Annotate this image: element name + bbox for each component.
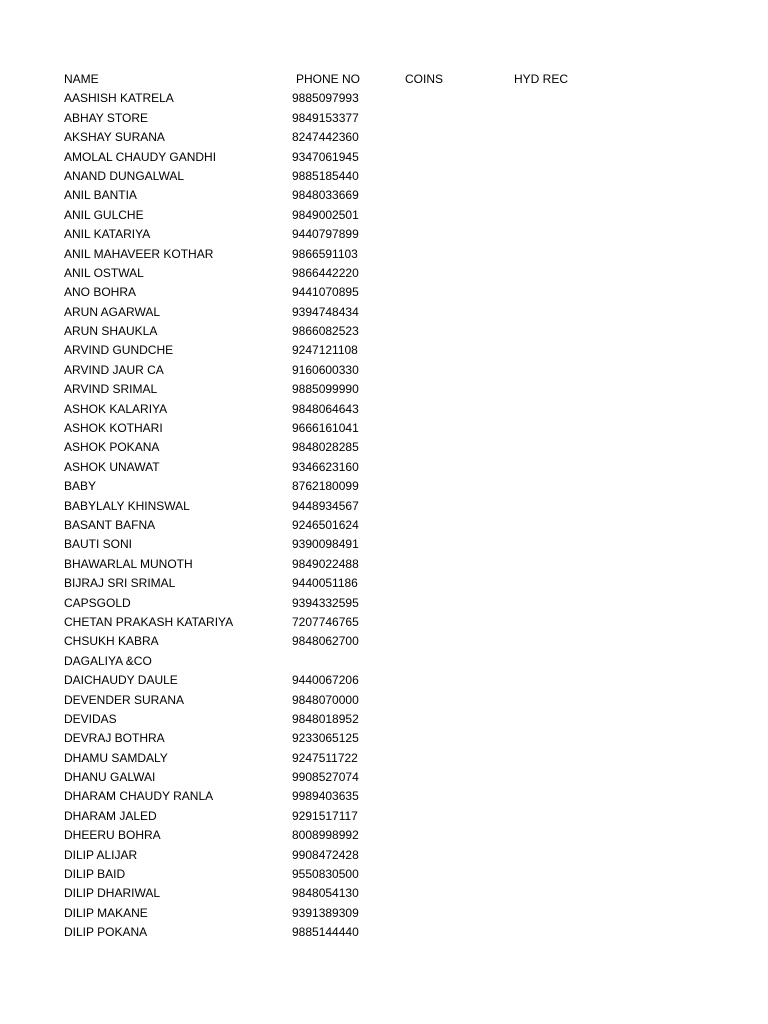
row-name: ARUN SHAUKLA bbox=[64, 324, 158, 339]
row-name: DHARAM JALED bbox=[64, 808, 157, 823]
row-phone: 9247121108 bbox=[292, 343, 358, 358]
row-phone: 9848054130 bbox=[292, 886, 359, 901]
row-name: BABY bbox=[64, 479, 97, 494]
row-phone: 9866082523 bbox=[292, 324, 359, 339]
row-phone: 9291517117 bbox=[292, 808, 358, 823]
row-name: BIJRAJ SRI SRIMAL bbox=[64, 576, 176, 591]
row-name: BHAWARLAL MUNOTH bbox=[64, 556, 193, 571]
row-phone: 9441070895 bbox=[292, 285, 359, 300]
row-name: DHEERU BOHRA bbox=[64, 828, 161, 843]
row-phone: 8762180099 bbox=[292, 479, 359, 494]
row-phone: 9848070000 bbox=[292, 692, 359, 707]
row-name: ANIL KATARIYA bbox=[64, 227, 151, 242]
row-name: ASHOK UNAWAT bbox=[64, 459, 160, 474]
header-phone: PHONE NO bbox=[296, 72, 361, 86]
row-name: DAICHAUDY DAULE bbox=[64, 673, 178, 688]
row-name: ASHOK POKANA bbox=[64, 440, 160, 455]
row-name: ANIL BANTIA bbox=[64, 188, 137, 203]
row-phone: 9866442220 bbox=[292, 265, 359, 280]
row-name: AMOLAL CHAUDY GANDHI bbox=[64, 149, 217, 164]
row-name: DILIP DHARIWAL bbox=[64, 886, 161, 901]
row-name: DAGALIYA &CO bbox=[64, 653, 152, 668]
row-name: ANO BOHRA bbox=[64, 285, 137, 300]
row-phone: 9160600330 bbox=[292, 362, 359, 377]
row-phone: 9233065125 bbox=[292, 731, 359, 746]
row-name: AKSHAY SURANA bbox=[64, 130, 165, 145]
row-name: ABHAY STORE bbox=[64, 110, 149, 125]
row-phone: 9394748434 bbox=[292, 304, 359, 319]
row-phone: 9849002501 bbox=[292, 207, 359, 222]
row-phone: 9866591103 bbox=[292, 246, 358, 261]
row-name: DEVIDAS bbox=[64, 711, 117, 726]
row-phone: 9391389309 bbox=[292, 905, 359, 920]
header-hyd-rec: HYD REC bbox=[514, 72, 569, 86]
row-name: DHAMU SAMDALY bbox=[64, 750, 168, 765]
row-name: ARVIND GUNDCHE bbox=[64, 343, 174, 358]
row-phone: 9550830500 bbox=[292, 867, 359, 882]
row-name: DILIP BAID bbox=[64, 867, 126, 882]
row-phone: 9885144440 bbox=[292, 925, 359, 940]
row-name: CHSUKH KABRA bbox=[64, 634, 159, 649]
row-name: ASHOK KOTHARI bbox=[64, 421, 163, 436]
row-phone: 9848018952 bbox=[292, 711, 359, 726]
row-phone: 9885185440 bbox=[292, 168, 359, 183]
row-phone: 9247511722 bbox=[292, 750, 358, 765]
row-phone: 9848064643 bbox=[292, 401, 359, 416]
row-phone: 9440797899 bbox=[292, 227, 359, 242]
row-name: DEVENDER SURANA bbox=[64, 692, 185, 707]
row-phone: 9394332595 bbox=[292, 595, 359, 610]
row-name: ASHOK KALARIYA bbox=[64, 401, 168, 416]
row-name: ANIL GULCHE bbox=[64, 207, 144, 222]
row-name: CHETAN PRAKASH KATARIYA bbox=[64, 614, 234, 629]
row-name: BAUTI SONI bbox=[64, 537, 133, 552]
row-name: CAPSGOLD bbox=[64, 595, 131, 610]
row-name: DEVRAJ BOTHRA bbox=[64, 731, 165, 746]
row-name: DILIP ALIJAR bbox=[64, 847, 138, 862]
row-phone: 8247442360 bbox=[292, 130, 359, 145]
row-phone: 9246501624 bbox=[292, 517, 359, 532]
row-name: ARUN AGARWAL bbox=[64, 304, 161, 319]
row-phone: 9347061945 bbox=[292, 149, 359, 164]
row-phone: 9885097993 bbox=[292, 91, 359, 106]
row-name: BASANT BAFNA bbox=[64, 517, 156, 532]
row-phone: 9989403635 bbox=[292, 789, 359, 804]
row-phone: 9448934567 bbox=[292, 498, 359, 513]
row-phone: 9849022488 bbox=[292, 556, 359, 571]
row-phone: 9849153377 bbox=[292, 110, 359, 125]
row-phone: 7207746765 bbox=[292, 614, 359, 629]
row-name: ARVIND JAUR CA bbox=[64, 362, 164, 377]
row-phone: 9848062700 bbox=[292, 634, 359, 649]
row-name: BABYLALY KHINSWAL bbox=[64, 498, 190, 513]
row-phone: 9885099990 bbox=[292, 382, 359, 397]
row-name: AASHISH KATRELA bbox=[64, 91, 174, 106]
row-name: DHARAM CHAUDY RANLA bbox=[64, 789, 214, 804]
row-phone: 9440067206 bbox=[292, 673, 359, 688]
row-phone: 9440051186 bbox=[292, 576, 358, 591]
row-name: ANIL MAHAVEER KOTHAR bbox=[64, 246, 214, 261]
row-phone: 9390098491 bbox=[292, 537, 359, 552]
row-phone: 9848033669 bbox=[292, 188, 359, 203]
row-name: DHANU GALWAI bbox=[64, 770, 156, 785]
row-phone: 9908527074 bbox=[292, 770, 359, 785]
row-phone: 9908472428 bbox=[292, 847, 359, 862]
row-name: ANAND DUNGALWAL bbox=[64, 168, 185, 183]
header-name: NAME bbox=[64, 72, 99, 86]
row-name: ARVIND SRIMAL bbox=[64, 382, 158, 397]
row-name: ANIL OSTWAL bbox=[64, 265, 144, 280]
row-phone: 8008998992 bbox=[292, 828, 359, 843]
header-coins: COINS bbox=[405, 72, 444, 86]
row-name: DILIP MAKANE bbox=[64, 905, 148, 920]
row-phone: 9848028285 bbox=[292, 440, 359, 455]
row-phone: 9666161041 bbox=[292, 421, 359, 436]
row-name: DILIP POKANA bbox=[64, 925, 148, 940]
row-phone: 9346623160 bbox=[292, 459, 359, 474]
